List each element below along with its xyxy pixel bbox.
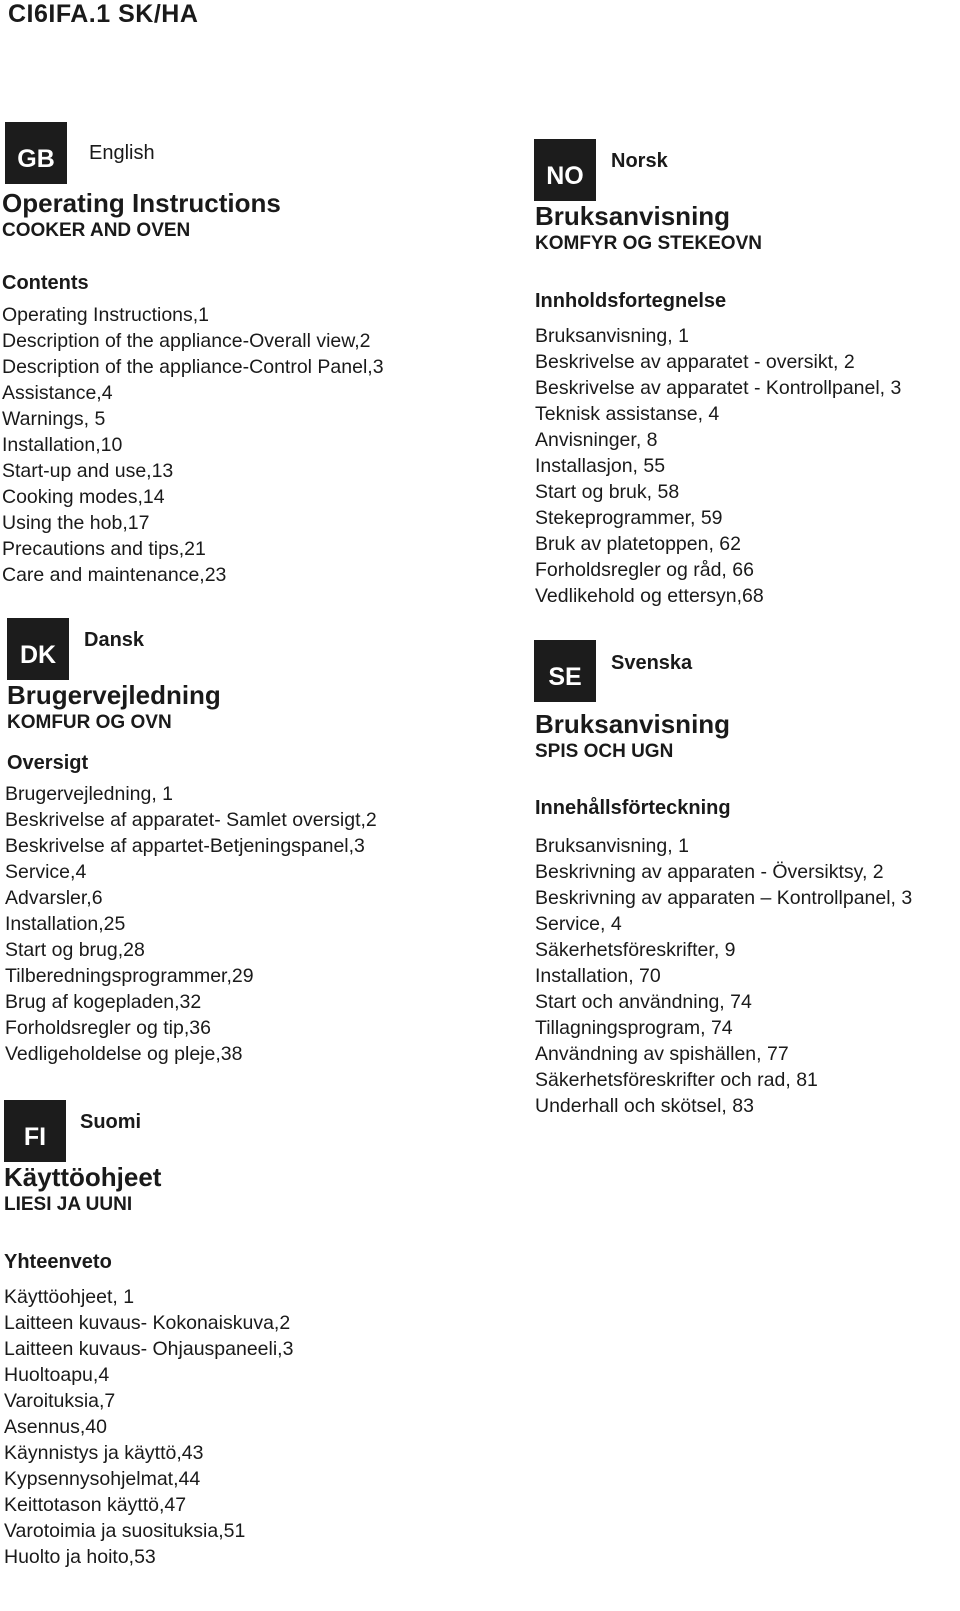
language-label-no: Norsk [611,150,668,172]
toc-entry-fi: Huoltoapu,4 [4,1364,110,1386]
flag-badge-gb: GB [5,122,67,184]
subtitle-no: KOMFYR OG STEKEOVN [535,233,762,254]
flag-badge-dk: DK [7,618,69,680]
toc-entry-se: Service, 4 [535,913,622,935]
subtitle-se: SPIS OCH UGN [535,741,674,762]
toc-entry-no: Vedlikehold og ettersyn,68 [535,585,764,607]
flag-badge-no: NO [534,139,596,201]
toc-entry-no: Teknisk assistanse, 4 [535,403,720,425]
toc-entry-se: Beskrivning av apparaten – Kontrollpanel, 3 [535,887,913,909]
toc-entry-se: Bruksanvisning, 1 [535,835,689,857]
toc-entry-se: Säkerhetsföreskrifter och rad, 81 [535,1069,818,1091]
toc-entry-fi: Laitteen kuvaus- Kokonaiskuva,2 [4,1312,291,1334]
toc-entry-fi: Käyttöohjeet, 1 [4,1286,135,1308]
toc-entry-gb: Precautions and tips,21 [2,538,206,560]
toc-list-fi [4,1284,293,1570]
toc-entry-dk: Beskrivelse af appartet-Betjeningspanel,3 [5,835,365,857]
toc-list-gb [2,302,384,588]
toc-entry-no: Forholdsregler og råd, 66 [535,559,754,581]
document-code: CI6IFA.1 SK/HA [8,0,199,28]
contents-heading-se: Innehållsförteckning [535,797,731,819]
toc-entry-fi: Laitteen kuvaus- Ohjauspaneeli,3 [4,1338,294,1360]
title-no: Bruksanvisning [535,201,731,231]
title-se: Bruksanvisning [535,709,731,739]
toc-entry-gb: Cooking modes,14 [2,486,165,508]
contents-heading-gb: Contents [2,272,89,294]
toc-entry-gb: Description of the appliance-Control Panel,3 [2,356,384,378]
flag-badge-se: SE [534,640,596,702]
toc-entry-no: Bruksanvisning, 1 [535,325,689,347]
toc-entry-gb: Description of the appliance-Overall view,2 [2,330,371,352]
title-dk: Brugervejledning [7,680,221,710]
subtitle-fi: LIESI JA UUNI [4,1194,133,1215]
toc-entry-gb: Using the hob,17 [2,512,150,534]
toc-entry-dk: Tilberedningsprogrammer,29 [5,965,254,987]
toc-list-no [535,323,901,609]
toc-list-dk [5,781,377,1067]
subtitle-dk: KOMFUR OG OVN [7,712,172,733]
language-label-fi: Suomi [80,1111,142,1133]
toc-entry-fi: Huolto ja hoito,53 [4,1546,156,1568]
toc-entry-gb: Start-up and use,13 [2,460,174,482]
toc-entry-no: Anvisninger, 8 [535,429,658,451]
toc-entry-gb: Warnings, 5 [2,408,106,430]
toc-entry-no: Installasjon, 55 [535,455,666,477]
toc-entry-gb: Installation,10 [2,434,123,456]
toc-entry-dk: Installation,25 [5,913,126,935]
title-fi: Käyttöohjeet [4,1162,162,1192]
flag-badge-fi: FI [4,1100,66,1162]
contents-heading-fi: Yhteenveto [4,1251,112,1273]
toc-entry-no: Beskrivelse av apparatet - oversikt, 2 [535,351,855,373]
toc-entry-no: Beskrivelse av apparatet - Kontrollpanel, 3 [535,377,902,399]
toc-entry-dk: Forholdsregler og tip,36 [5,1017,211,1039]
toc-entry-se: Beskrivning av apparaten - Översiktsy, 2 [535,861,884,883]
toc-entry-se: Start och användning, 74 [535,991,752,1013]
toc-entry-dk: Beskrivelse af apparatet- Samlet oversigt,2 [5,809,377,831]
title-gb: Operating Instructions [2,188,281,218]
toc-entry-gb: Operating Instructions,1 [2,304,210,326]
toc-entry-se: Användning av spishällen, 77 [535,1043,789,1065]
toc-entry-dk: Service,4 [5,861,87,883]
toc-entry-no: Stekeprogrammer, 59 [535,507,723,529]
toc-entry-gb: Assistance,4 [2,382,113,404]
toc-entry-dk: Brug af kogepladen,32 [5,991,202,1013]
language-label-dk: Dansk [84,629,145,651]
toc-entry-no: Start og bruk, 58 [535,481,680,503]
toc-entry-fi: Asennus,40 [4,1416,107,1438]
contents-heading-dk: Oversigt [7,752,89,774]
toc-entry-fi: Varotoimia ja suosituksia,51 [4,1520,246,1542]
toc-entry-se: Tillagningsprogram, 74 [535,1017,733,1039]
language-label-se: Svenska [611,652,693,674]
toc-list-se [535,833,912,1119]
toc-entry-dk: Start og brug,28 [5,939,145,961]
toc-entry-fi: Keittotason käyttö,47 [4,1494,187,1516]
toc-entry-dk: Vedligeholdelse og pleje,38 [5,1043,243,1065]
toc-entry-dk: Advarsler,6 [5,887,103,909]
toc-entry-se: Installation, 70 [535,965,661,987]
toc-entry-no: Bruk av platetoppen, 62 [535,533,741,555]
toc-entry-se: Säkerhetsföreskrifter, 9 [535,939,736,961]
toc-entry-fi: Käynnistys ja käyttö,43 [4,1442,204,1464]
contents-heading-no: Innholdsfortegnelse [535,290,727,312]
language-label-gb: English [89,142,155,164]
subtitle-gb: COOKER AND OVEN [2,220,191,241]
toc-entry-fi: Varoituksia,7 [4,1390,116,1412]
toc-entry-dk: Brugervejledning, 1 [5,783,174,805]
toc-entry-gb: Care and maintenance,23 [2,564,227,586]
toc-entry-fi: Kypsennysohjelmat,44 [4,1468,201,1490]
toc-entry-se: Underhall och skötsel, 83 [535,1095,754,1117]
